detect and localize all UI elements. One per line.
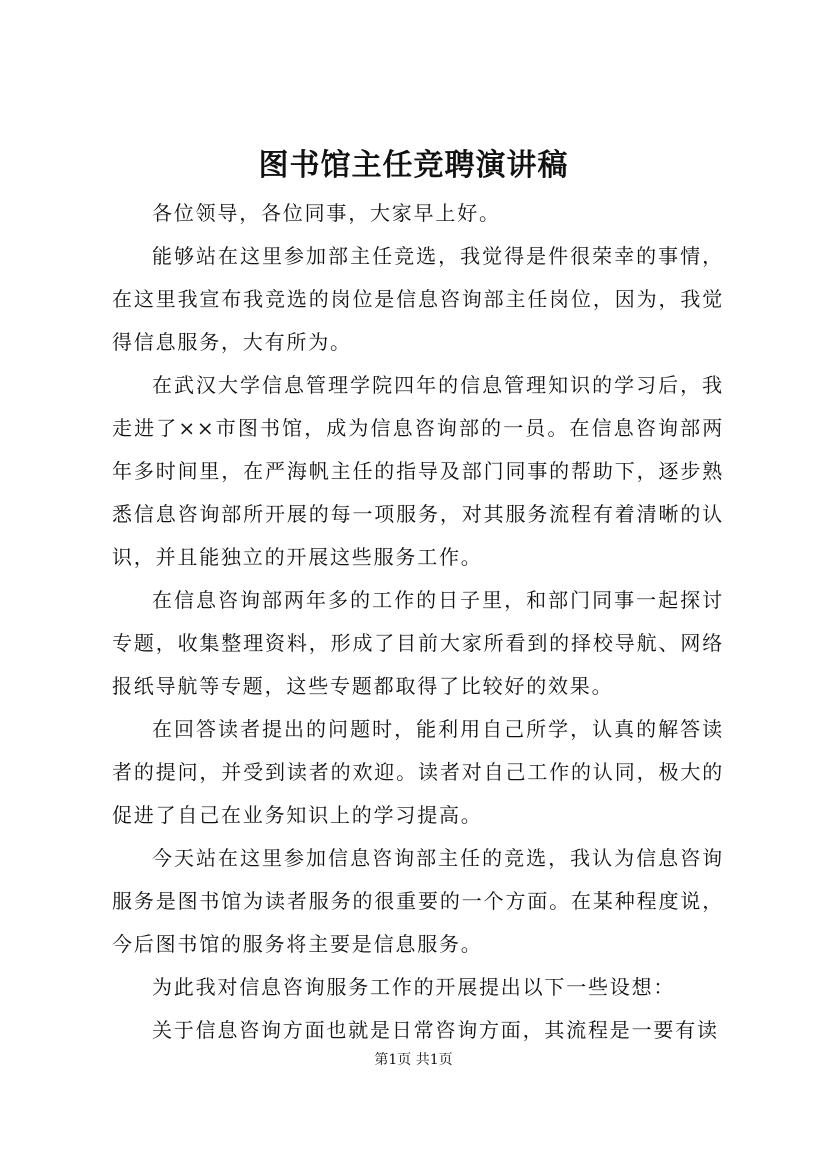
- page-footer: 第1页 共1页: [374, 1052, 453, 1068]
- document-title: 图书馆主任竞聘演讲稿: [258, 148, 569, 183]
- paragraph: 在回答读者提出的问题时，能利用自己所学，认真的解答读者的提问，并受到读者的欢迎。读者对自己工作的认同，极大的促进了自己在业务知识上的学习提高。: [112, 717, 724, 827]
- paragraph: 各位领导，各位同事，大家早上好。: [152, 201, 501, 225]
- paragraph: 今天站在这里参加信息咨询部主任的竞选，我认为信息咨询服务是图书馆为读者服务的很重要的一个方面。在某种程度说，今后图书馆的服务将主要是信息服务。: [112, 846, 724, 956]
- paragraph: 能够站在这里参加部主任竞选，我觉得是件很荣幸的事情，在这里我宣布我竞选的岗位是信息咨询部主任岗位，因为，我觉得信息服务，大有所为。: [112, 244, 724, 354]
- paragraph: 为此我对信息咨询服务工作的开展提出以下一些设想：: [152, 975, 676, 999]
- paragraph: 在武汉大学信息管理学院四年的信息管理知识的学习后，我走进了××市图书馆，成为信息咨询部的一员。在信息咨询部两年多时间里，在严海帆主任的指导及部门同事的帮助下，逐步熟悉信息咨询部所开展的每一项服务，对其服务流程有着清晰的认识，并且能独立的开展这些服务工作。: [112, 373, 724, 569]
- paragraph: 在信息咨询部两年多的工作的日子里，和部门同事一起探讨专题，收集整理资料，形成了目前大家所看到的择校导航、网络报纸导航等专题，这些专题都取得了比较好的效果。: [112, 588, 724, 698]
- paragraph: 关于信息咨询方面也就是日常咨询方面，其流程是一要有读: [152, 1018, 719, 1042]
- document-body: [112, 192, 724, 1052]
